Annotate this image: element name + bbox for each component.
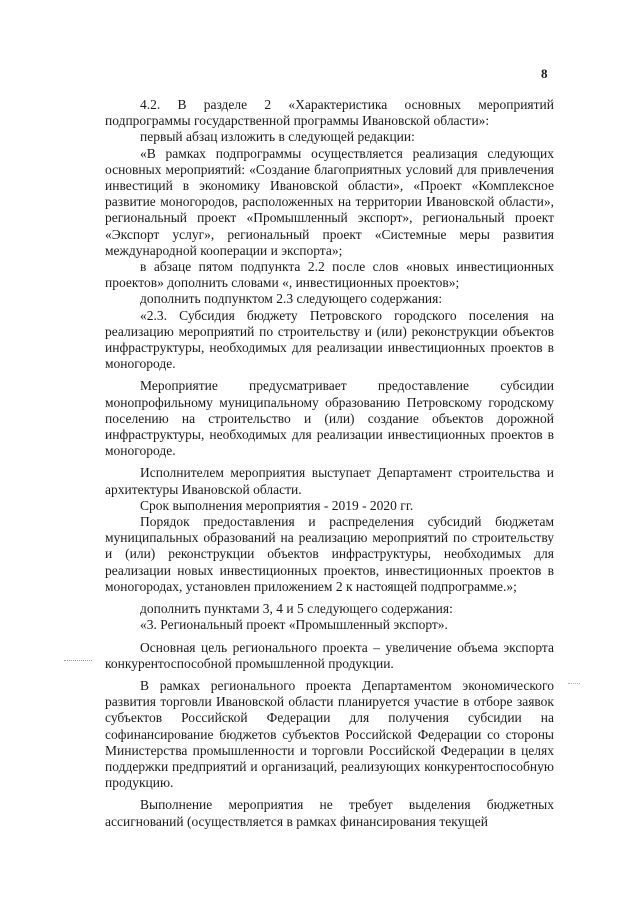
paragraph-executor: Исполнителем мероприятия выступает Департамент строительства и архитектуры Ивановской области. <box>105 465 554 497</box>
scan-margin-mark-right <box>568 683 580 684</box>
paragraph-abzac-five: в абзаце пятом подпункта 2.2 после слов «новых инвестиционных проектов» дополнить словами «, инвестиционных проектов»; <box>105 259 554 291</box>
paragraph-add-points-3-4-5: дополнить пунктами 3, 4 и 5 следующего содержания: <box>140 601 453 617</box>
paragraph-subpoint-2-3: «2.3. Субсидия бюджету Петровского городского поселения на реализацию мероприятий по строительству и (или) реконструкции объектов инфраструктуры, необходимых для реализации инвестиционных проектов в моногороде. <box>105 307 554 372</box>
paragraph-financing: Выполнение мероприятия не требует выделения бюджетных ассигнований (осуществляется в рамках финансирования текущей <box>105 797 554 829</box>
paragraph-deadline: Срок выполнения мероприятия - 2019 - 2020 гг. <box>140 497 414 513</box>
paragraph-measure-description: Мероприятие предусматривает предоставление субсидии монопрофильному муниципальному образованию Петровскому городскому поселению на строительство и (или) создание объектов дорожной инфраструктуры, необходимых для реализации инвестиционных проектов в моногороде. <box>105 378 554 459</box>
paragraph-project-goal: Основная цель регионального проекта – увеличение объема экспорта конкурентоспособной промышленной продукции. <box>105 639 554 671</box>
paragraph-new-edition: «В рамках подпрограммы осуществляется реализация следующих основных мероприятий: «Создание благоприятных условий для привлечения инвестиций в экономику Ивановской области», «Проект «Комплексное развитие моногородов, расположенных на территории Ивановской области», региональный проект «Промышленный экспорт», региональный проект «Экспорт услуг», региональный проект «Системные меры развития международной кооперации и экспорта»; <box>105 145 554 258</box>
paragraph-procedure: Порядок предоставления и распределения субсидий бюджетам муниципальных образований на реализацию мероприятий по строительству и (или) реконструкции объектов инфраструктуры, необходимых для реализации новых инвестиционных проектов, инвестиционных проектов в моногородах, установлен приложением 2 к настоящей подпрограмме.»; <box>105 514 554 594</box>
paragraph-point-3-heading: «3. Региональный проект «Промышленный экспорт». <box>140 617 448 633</box>
page-number: 8 <box>541 66 548 81</box>
paragraph-section-4-2: 4.2. В разделе 2 «Характеристика основных мероприятий подпрограммы государственной программы Ивановской области»: <box>105 97 554 129</box>
paragraph-add-subpoint-2-3: дополнить подпунктом 2.3 следующего содержания: <box>140 291 443 307</box>
document-body <box>105 97 554 830</box>
paragraph-project-scope: В рамках регионального проекта Департаментом экономического развития торговли Ивановской области планируется участие в отборе заявок субъектов Российской Федерации для получения субсидии на софинансирование бюджетов субъектов Российской Федерации со стороны Министерства промышленности и торговли Российской Федерации в целях поддержки предприятий и организаций, реализующих конкурентоспособную продукцию. <box>105 677 554 791</box>
paragraph-first-abzac: первый абзац изложить в следующей редакции: <box>140 129 415 145</box>
scan-margin-mark-left <box>64 660 92 661</box>
